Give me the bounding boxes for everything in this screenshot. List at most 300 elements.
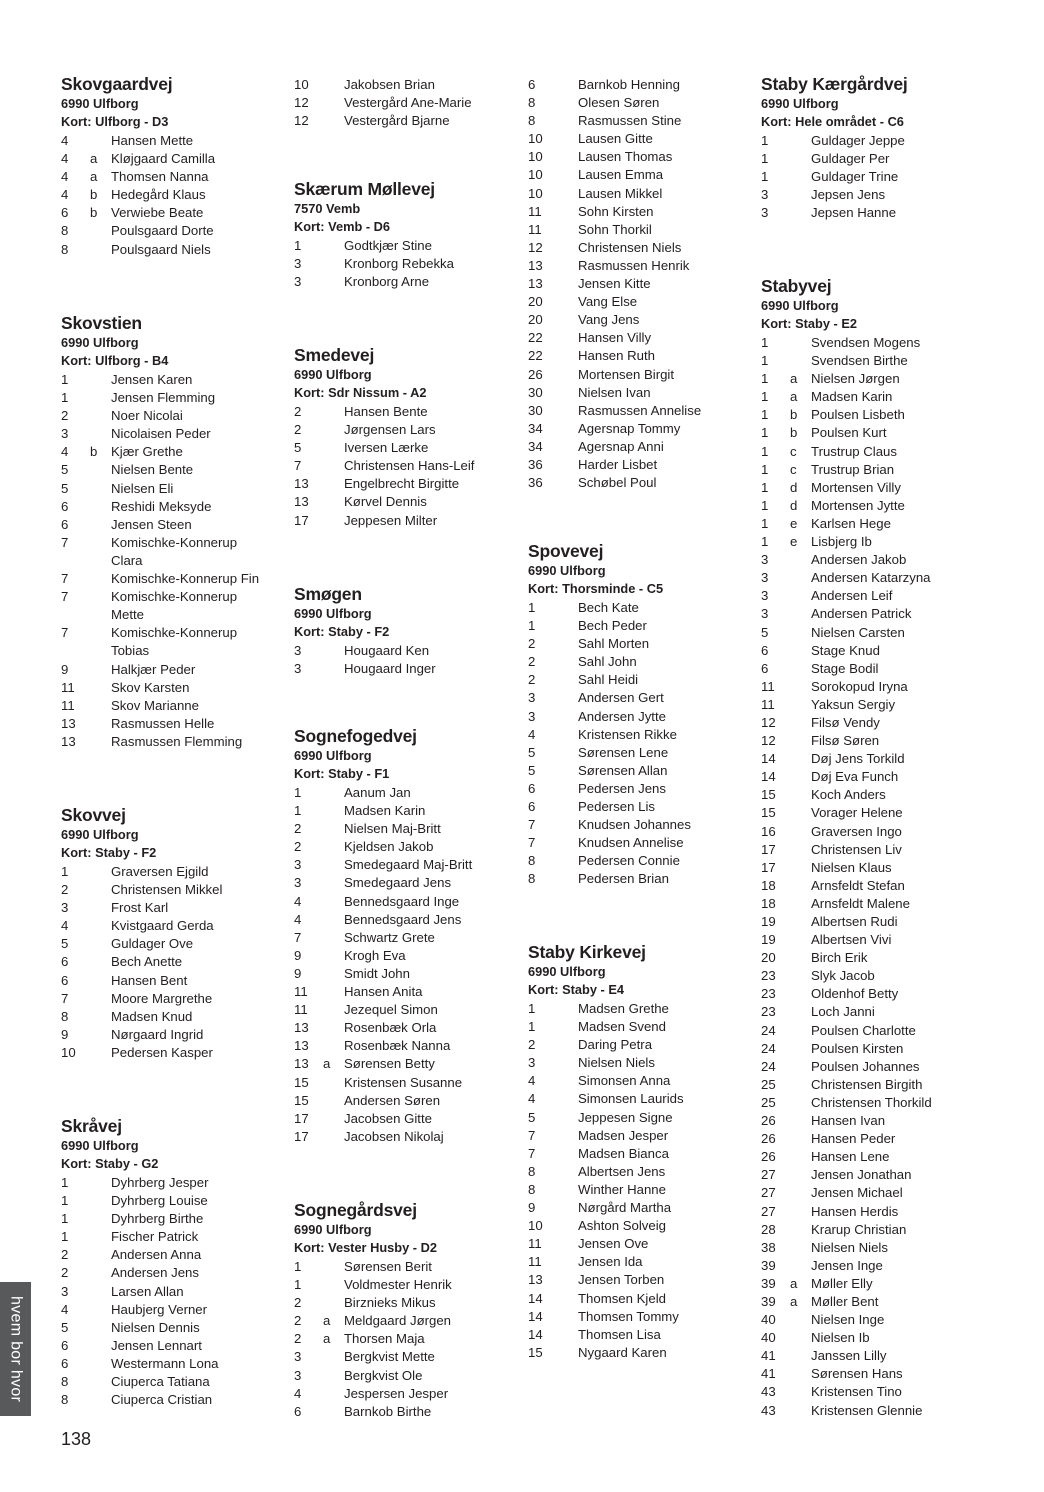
resident-name: Andersen Gert	[578, 690, 664, 706]
house-letter	[790, 823, 811, 841]
map-reference: Kort: Ulfborg - D3	[61, 113, 169, 129]
resident-name: Bech Kate	[578, 600, 639, 615]
house-letter	[90, 661, 111, 679]
resident-row	[61, 972, 286, 990]
house-letter	[557, 293, 578, 311]
house-letter	[557, 617, 578, 635]
house-number: 1	[528, 600, 536, 615]
house-number: 13	[61, 733, 76, 749]
house-letter	[557, 671, 578, 689]
resident-row	[528, 1344, 753, 1362]
resident-name: Knudsen Johannes	[578, 817, 691, 833]
house-number: 5	[294, 440, 302, 456]
house-letter	[790, 1221, 811, 1239]
house-letter	[557, 708, 578, 726]
house-letter	[323, 911, 344, 929]
house-number: 5	[61, 462, 69, 478]
house-letter	[790, 1022, 811, 1040]
house-number: 6	[528, 799, 536, 815]
resident-row	[761, 913, 986, 931]
house-number: 16	[761, 823, 776, 839]
house-number: 8	[528, 95, 536, 111]
house-number: 17	[761, 841, 776, 857]
side-tab-label: hvem bor hvor	[7, 1295, 25, 1403]
resident-name: Madsen Knud	[111, 1008, 193, 1024]
house-letter	[790, 352, 811, 370]
house-letter	[557, 474, 578, 492]
resident-name: Poulsen Johannes	[811, 1058, 920, 1074]
resident-name: Rosenbæk Orla	[344, 1020, 437, 1036]
resident-row	[294, 947, 519, 965]
resident-row	[294, 1055, 519, 1073]
house-number: 1	[761, 169, 769, 185]
resident-row	[761, 186, 986, 204]
resident-row	[761, 551, 986, 569]
house-letter	[790, 1112, 811, 1130]
house-number: 1	[61, 1193, 69, 1209]
street-section	[61, 1115, 286, 1409]
resident-row	[761, 768, 986, 786]
resident-row	[61, 588, 286, 624]
resident-row	[761, 461, 986, 479]
house-number: 26	[761, 1149, 776, 1165]
house-number: 17	[761, 859, 776, 875]
resident-name: Svendsen Birthe	[811, 353, 908, 369]
house-number: 3	[61, 426, 69, 442]
house-number: 11	[528, 1236, 542, 1252]
resident-name: Graversen Ingo	[811, 823, 902, 839]
house-number: 17	[294, 1128, 309, 1144]
resident-name: Ciuperca Cristian	[111, 1392, 213, 1408]
house-letter	[790, 624, 811, 642]
house-letter	[90, 953, 111, 971]
resident-name: Pedersen Connie	[578, 853, 680, 869]
house-letter	[557, 635, 578, 653]
house-letter	[323, 512, 344, 530]
house-number: 41	[761, 1348, 776, 1364]
house-letter: c	[790, 443, 797, 459]
resident-row	[61, 186, 286, 204]
house-number: 1	[761, 425, 769, 441]
house-letter	[90, 480, 111, 498]
resident-row	[528, 76, 753, 94]
house-number: 25	[761, 1076, 776, 1092]
house-number: 3	[61, 1283, 69, 1299]
resident-name: Andersen Jytte	[578, 708, 666, 724]
resident-row	[61, 168, 286, 186]
resident-name: Andersen Katarzyna	[811, 570, 931, 586]
house-letter	[790, 1329, 811, 1347]
house-letter	[90, 1026, 111, 1044]
house-letter	[90, 697, 111, 715]
resident-row	[528, 293, 753, 311]
house-letter	[557, 185, 578, 203]
house-letter	[323, 112, 344, 130]
house-letter	[323, 94, 344, 112]
page-number: 138	[61, 1429, 92, 1449]
house-number: 7	[61, 625, 69, 641]
house-number: 1	[761, 389, 769, 405]
house-number: 3	[294, 661, 302, 677]
postal-code: 6990 Ulfborg	[761, 298, 839, 313]
resident-name: Vang Else	[578, 294, 638, 310]
resident-name: Madsen Karin	[344, 803, 426, 819]
house-letter	[557, 762, 578, 780]
house-letter	[90, 917, 111, 935]
resident-name: Dyhrberg Jesper	[111, 1175, 209, 1190]
resident-list	[294, 76, 519, 130]
house-number: 34	[528, 438, 543, 454]
house-number: 1	[761, 443, 769, 459]
resident-row	[294, 457, 519, 475]
resident-row	[61, 222, 286, 240]
house-letter	[323, 237, 344, 255]
resident-list	[61, 863, 286, 1062]
house-number: 18	[761, 895, 776, 911]
house-number: 12	[294, 113, 309, 129]
house-letter	[557, 1054, 578, 1072]
house-letter	[323, 820, 344, 838]
house-letter	[790, 949, 811, 967]
house-number: 1	[761, 461, 769, 477]
resident-row	[528, 1127, 753, 1145]
house-letter	[557, 1217, 578, 1235]
house-number: 6	[528, 780, 536, 796]
resident-name: Bergkvist Mette	[344, 1349, 435, 1365]
resident-name: Rasmussen Stine	[578, 113, 682, 129]
resident-name: Kjeldsen Jakob	[344, 839, 434, 855]
resident-name: Jespersen Jesper	[344, 1385, 449, 1401]
resident-name: Guldager Trine	[811, 169, 899, 185]
resident-name: Birch Erik	[811, 950, 868, 966]
house-letter: a	[90, 169, 98, 185]
house-number: 5	[528, 762, 536, 778]
resident-row	[761, 1076, 986, 1094]
resident-row	[761, 370, 986, 388]
street-title: Smøgen	[294, 584, 362, 604]
resident-name: Madsen Svend	[578, 1019, 666, 1035]
resident-name: Koch Anders	[811, 787, 886, 803]
resident-name: Birznieks Mikus	[344, 1295, 436, 1311]
house-number: 2	[61, 1265, 69, 1281]
resident-row	[761, 132, 986, 150]
resident-row	[528, 311, 753, 329]
house-letter	[790, 714, 811, 732]
house-letter	[557, 599, 578, 617]
resident-list	[294, 1258, 519, 1421]
resident-name: Albertsen Rudi	[811, 914, 898, 929]
resident-row	[528, 1217, 753, 1235]
house-letter	[557, 1090, 578, 1108]
house-number: 1	[761, 407, 769, 423]
resident-row	[761, 877, 986, 895]
house-number: 23	[761, 968, 776, 984]
resident-name: Nielsen Klaus	[811, 859, 892, 875]
resident-row	[61, 570, 286, 588]
house-number: 2	[294, 422, 302, 438]
resident-row	[761, 1040, 986, 1058]
resident-name: Kronborg Rebekka	[344, 256, 454, 272]
resident-list	[294, 403, 519, 530]
house-number: 1	[761, 497, 769, 513]
resident-name: Loch Janni	[811, 1004, 875, 1020]
house-letter	[90, 461, 111, 479]
resident-row	[761, 605, 986, 623]
house-number: 9	[294, 947, 302, 963]
resident-row	[294, 439, 519, 457]
resident-name: Kristensen Susanne	[344, 1074, 463, 1090]
resident-name: Thorsen Maja	[344, 1331, 425, 1347]
house-number: 4	[528, 1091, 536, 1107]
resident-row	[528, 834, 753, 852]
house-number: 36	[528, 475, 543, 491]
resident-name: Jepsen Hanne	[811, 205, 897, 221]
house-letter	[790, 895, 811, 913]
house-letter	[790, 1130, 811, 1148]
house-number: 15	[761, 805, 776, 821]
resident-name: Hansen Mette	[111, 133, 194, 148]
resident-name: Skov Marianne	[111, 697, 199, 713]
resident-row	[528, 852, 753, 870]
house-letter	[557, 166, 578, 184]
resident-row	[761, 931, 986, 949]
house-number: 4	[61, 187, 69, 203]
house-letter	[323, 475, 344, 493]
resident-list	[61, 1174, 286, 1409]
house-letter	[90, 132, 111, 150]
house-number: 3	[61, 900, 69, 916]
resident-row	[528, 1109, 753, 1127]
resident-row	[61, 371, 286, 389]
house-number: 9	[61, 1026, 69, 1042]
resident-name: Lausen Gitte	[578, 131, 653, 147]
house-number: 1	[61, 864, 69, 879]
resident-row	[761, 1329, 986, 1347]
resident-row	[61, 443, 286, 461]
house-letter	[323, 255, 344, 273]
resident-name: Ciuperca Tatiana	[111, 1374, 210, 1390]
house-letter	[790, 1383, 811, 1401]
house-number: 2	[294, 1295, 302, 1311]
resident-name: Poulsen Kurt	[811, 425, 887, 441]
house-letter	[323, 439, 344, 457]
house-letter	[557, 834, 578, 852]
resident-name: Poulsen Kirsten	[811, 1040, 904, 1056]
house-number: 20	[761, 950, 776, 966]
resident-name: Jensen Kitte	[578, 276, 651, 292]
resident-name: Schøbel Poul	[578, 475, 657, 491]
house-number: 27	[761, 1203, 776, 1219]
house-letter	[790, 750, 811, 768]
resident-row	[528, 366, 753, 384]
house-letter	[323, 1001, 344, 1019]
house-letter	[790, 786, 811, 804]
postal-code: 6990 Ulfborg	[294, 606, 372, 621]
resident-row	[761, 515, 986, 533]
street-section	[61, 804, 286, 1062]
house-number: 1	[761, 353, 769, 369]
house-letter: d	[790, 479, 798, 495]
resident-row	[528, 1271, 753, 1289]
resident-name: Hansen Ivan	[811, 1113, 886, 1129]
house-letter	[557, 148, 578, 166]
house-number: 23	[761, 986, 776, 1002]
house-number: 14	[528, 1326, 543, 1342]
resident-row	[528, 653, 753, 671]
house-number: 11	[528, 221, 542, 237]
house-letter	[557, 1018, 578, 1036]
house-number: 3	[294, 1367, 302, 1383]
resident-name: Kristensen Rikke	[578, 726, 677, 742]
house-letter	[323, 1258, 344, 1276]
house-number: 22	[528, 330, 543, 346]
house-number: 4	[61, 918, 69, 934]
house-letter	[790, 1040, 811, 1058]
resident-list	[761, 334, 986, 1420]
resident-list	[61, 132, 286, 259]
resident-row	[761, 1022, 986, 1040]
resident-row	[761, 624, 986, 642]
house-letter	[557, 438, 578, 456]
resident-name: Komischke-Konnerup Fin	[111, 571, 260, 587]
resident-row	[294, 965, 519, 983]
house-letter	[790, 660, 811, 678]
house-number: 5	[61, 480, 69, 496]
house-number: 4	[528, 1073, 536, 1089]
resident-name: Thomsen Lisa	[578, 1326, 661, 1342]
house-number: 4	[61, 444, 69, 460]
house-number: 3	[528, 690, 536, 706]
house-letter	[790, 768, 811, 786]
resident-row	[761, 1311, 986, 1329]
house-letter	[323, 421, 344, 439]
resident-row	[761, 1221, 986, 1239]
street-title: Smedevej	[294, 345, 375, 365]
house-number: 28	[761, 1221, 776, 1237]
resident-name: Poulsen Charlotte	[811, 1022, 916, 1038]
resident-name: Hougaard Inger	[344, 661, 436, 677]
house-number: 2	[528, 1037, 536, 1053]
resident-name: Jepsen Jens	[811, 187, 886, 203]
resident-row	[528, 185, 753, 203]
house-letter: b	[90, 444, 98, 460]
house-letter	[790, 569, 811, 587]
resident-row	[761, 1347, 986, 1365]
resident-row	[761, 949, 986, 967]
house-letter	[790, 1239, 811, 1257]
house-letter	[790, 1148, 811, 1166]
house-number: 8	[61, 1374, 69, 1390]
resident-row	[528, 221, 753, 239]
resident-name: Kristensen Tino	[811, 1384, 902, 1400]
resident-name: Madsen Bianca	[578, 1145, 669, 1161]
map-reference: Kort: Vester Husby - D2	[294, 1239, 437, 1255]
house-number: 19	[761, 914, 776, 929]
resident-row	[761, 497, 986, 515]
resident-name: Madsen Karin	[811, 389, 893, 405]
resident-name: Jensen Torben	[578, 1272, 665, 1288]
resident-row	[294, 475, 519, 493]
house-letter	[90, 1228, 111, 1246]
house-number: 5	[61, 936, 69, 952]
resident-name: Hansen Lene	[811, 1149, 890, 1165]
house-number: 3	[761, 606, 769, 622]
house-number: 11	[528, 203, 542, 219]
house-letter	[90, 715, 111, 733]
resident-name: Halkjær Peder	[111, 661, 196, 677]
house-letter	[90, 990, 111, 1008]
house-number: 7	[528, 835, 536, 851]
house-letter	[790, 1402, 811, 1420]
resident-row	[761, 1184, 986, 1202]
house-letter	[90, 1283, 111, 1301]
resident-row	[294, 403, 519, 421]
resident-name: Poulsen Lisbeth	[811, 407, 905, 423]
house-number: 6	[61, 498, 69, 514]
house-number: 15	[528, 1344, 543, 1360]
resident-name: Nielsen Ib	[811, 1330, 870, 1346]
resident-name: Nørgård Martha	[578, 1200, 672, 1216]
resident-row	[61, 150, 286, 168]
resident-name: Guldager Per	[811, 151, 890, 167]
resident-row	[761, 1293, 986, 1311]
postal-code: 6990 Ulfborg	[761, 96, 839, 111]
house-letter	[557, 798, 578, 816]
resident-name: Barnkob Birthe	[344, 1403, 432, 1419]
house-number: 1	[761, 133, 769, 148]
resident-name: Bech Anette	[111, 954, 183, 970]
house-number: 7	[528, 817, 536, 833]
resident-row	[528, 239, 753, 257]
resident-row	[61, 516, 286, 534]
house-number: 3	[761, 570, 769, 586]
house-number: 11	[761, 696, 775, 712]
resident-name: Arnsfeldt Malene	[811, 895, 910, 911]
resident-name: Albertsen Vivi	[811, 932, 892, 948]
house-letter	[790, 859, 811, 877]
resident-name: Christensen Birgith	[811, 1076, 923, 1092]
resident-row	[61, 661, 286, 679]
house-letter	[790, 696, 811, 714]
resident-name: Haubjerg Verner	[111, 1301, 208, 1317]
resident-row	[61, 407, 286, 425]
resident-row	[294, 1001, 519, 1019]
postal-code: 6990 Ulfborg	[294, 1222, 372, 1237]
house-number: 1	[761, 515, 769, 531]
house-number: 43	[761, 1384, 776, 1400]
house-number: 40	[761, 1330, 776, 1346]
house-letter	[557, 1181, 578, 1199]
resident-row	[61, 679, 286, 697]
house-number: 1	[528, 1019, 536, 1035]
house-number: 2	[294, 1331, 302, 1347]
resident-name: Agersnap Anni	[578, 438, 664, 454]
house-number: 14	[528, 1290, 543, 1306]
resident-row	[61, 1044, 286, 1062]
street-title: Skovstien	[61, 313, 142, 333]
resident-row	[294, 1074, 519, 1092]
resident-row	[528, 166, 753, 184]
house-number: 3	[761, 205, 769, 221]
resident-name: Slyk Jacob	[811, 968, 875, 984]
resident-name: Filsø Vendy	[811, 714, 880, 730]
house-letter	[557, 112, 578, 130]
house-number: 41	[761, 1366, 776, 1382]
resident-row	[61, 132, 286, 150]
house-number: 14	[528, 1308, 543, 1324]
house-letter: a	[323, 1056, 331, 1072]
house-letter	[557, 689, 578, 707]
